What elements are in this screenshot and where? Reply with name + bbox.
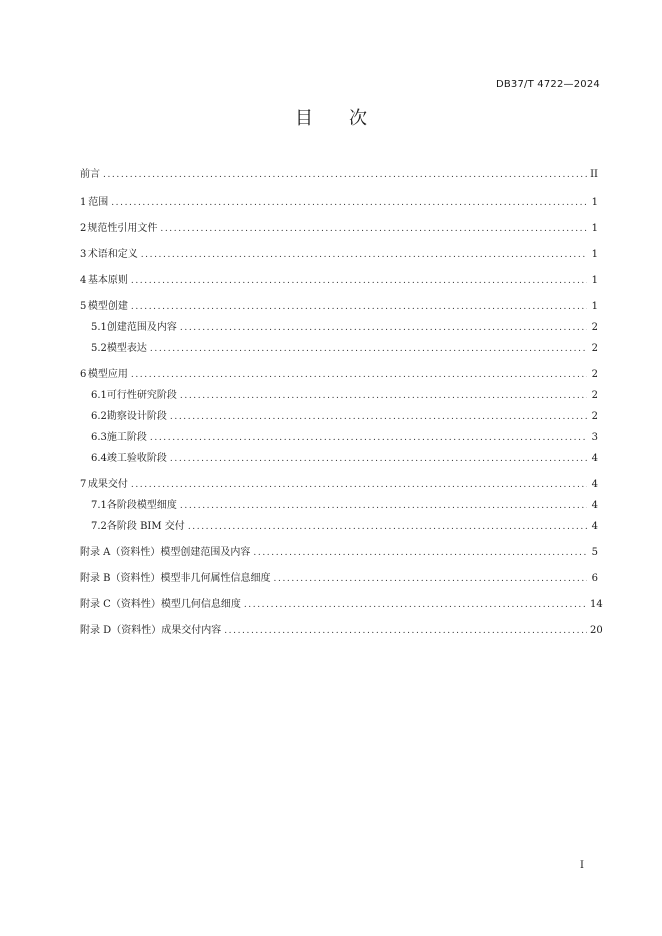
toc-entry-title: 各阶段 BIM 交付 xyxy=(106,521,185,532)
toc-leader-dots xyxy=(131,480,587,490)
toc-leader-dots xyxy=(103,170,587,180)
toc-entry[interactable] xyxy=(80,339,598,354)
toc-leader-dots xyxy=(253,548,587,558)
toc-leader-dots xyxy=(180,391,587,401)
toc-entry[interactable] xyxy=(80,475,598,490)
toc-leader-dots xyxy=(244,600,587,610)
toc-entry-page: 5 xyxy=(591,547,598,558)
toc-leader-dots xyxy=(160,224,587,234)
toc-entry-page: 2 xyxy=(591,390,598,401)
toc-entry-number: 6.3 xyxy=(91,432,107,443)
toc-entry-page: 1 xyxy=(591,249,598,260)
toc-leader-dots xyxy=(131,276,587,286)
toc-entry[interactable] xyxy=(80,407,598,422)
toc-entry-page: 1 xyxy=(591,223,598,234)
toc-entry-number: 附录 D（资料性） xyxy=(80,625,162,636)
toc-entry-page: 20 xyxy=(590,625,603,636)
toc-entry[interactable] xyxy=(80,621,603,636)
toc-entry-page: 3 xyxy=(591,432,598,443)
toc-entry[interactable] xyxy=(80,517,598,532)
toc-entry-page: 6 xyxy=(591,573,598,584)
table-of-contents xyxy=(80,165,603,636)
toc-entry-page: 4 xyxy=(591,479,598,490)
toc-entry-title: 模型非几何属性信息细度 xyxy=(160,573,271,584)
toc-entry-title: 创建范围及内容 xyxy=(106,322,177,333)
toc-entry-number: 1 xyxy=(80,197,87,208)
toc-entry-page: 2 xyxy=(591,343,598,354)
toc-entry-page: 2 xyxy=(591,369,598,380)
toc-entry[interactable] xyxy=(80,386,598,401)
toc-entry-page: 4 xyxy=(591,453,598,464)
toc-entry-number: 3 xyxy=(80,249,87,260)
toc-leader-dots xyxy=(170,412,587,422)
toc-leader-dots xyxy=(180,501,587,511)
toc-entry-number: 4 xyxy=(80,275,87,286)
toc-entry-page: 2 xyxy=(591,322,598,333)
toc-entry-title: 可行性研究阶段 xyxy=(106,390,177,401)
toc-entry-title: 模型创建 xyxy=(87,301,128,312)
toc-entry-number: 附录 C（资料性） xyxy=(80,599,161,610)
toc-entry-title: 各阶段模型细度 xyxy=(106,500,177,511)
footer-page-number: I xyxy=(580,860,584,871)
toc-entry-title: 竣工验收阶段 xyxy=(106,453,167,464)
toc-entry-title: 术语和定义 xyxy=(87,249,138,260)
toc-entry-title: 施工阶段 xyxy=(106,432,147,443)
toc-entry[interactable] xyxy=(80,569,598,584)
toc-leader-dots xyxy=(131,370,587,380)
page-title xyxy=(0,104,662,130)
toc-leader-dots xyxy=(274,574,587,584)
toc-leader-dots xyxy=(180,323,587,333)
toc-leader-dots xyxy=(141,250,587,260)
toc-entry[interactable] xyxy=(80,365,598,380)
toc-entry-number: 5 xyxy=(80,301,87,312)
toc-entry-number: 7.2 xyxy=(91,521,107,532)
toc-entry-title: 成果交付内容 xyxy=(161,625,222,636)
toc-entry-title: 勘察设计阶段 xyxy=(106,411,167,422)
toc-entry-title: 前言 xyxy=(80,169,100,180)
toc-entry-number: 6.1 xyxy=(91,390,107,401)
toc-entry-title: 模型表达 xyxy=(106,343,147,354)
toc-entry-page: 2 xyxy=(591,411,598,422)
document-code: DB37/T 4722—2024 xyxy=(495,79,600,90)
toc-entry[interactable] xyxy=(80,318,598,333)
toc-entry-number: 5.2 xyxy=(91,343,107,354)
toc-entry[interactable] xyxy=(80,428,598,443)
toc-entry[interactable] xyxy=(80,193,598,208)
toc-leader-dots xyxy=(170,454,587,464)
toc-entry-title: 模型应用 xyxy=(87,369,128,380)
toc-entry-number: 5.1 xyxy=(91,322,107,333)
toc-entry-page: 1 xyxy=(591,275,598,286)
toc-leader-dots xyxy=(150,344,587,354)
toc-leader-dots xyxy=(131,302,587,312)
toc-leader-dots xyxy=(188,522,587,532)
toc-entry-page: 1 xyxy=(591,301,598,312)
toc-entry-title: 成果交付 xyxy=(87,479,128,490)
toc-entry[interactable] xyxy=(80,219,598,234)
toc-entry[interactable] xyxy=(80,245,598,260)
toc-entry-page: 4 xyxy=(591,500,598,511)
toc-entry-number: 附录 B（资料性） xyxy=(80,573,161,584)
title-char-1: 目 xyxy=(295,108,313,129)
toc-entry-number: 7.1 xyxy=(91,500,107,511)
toc-entry-number: 7 xyxy=(80,479,87,490)
toc-entry[interactable] xyxy=(80,595,603,610)
toc-entry-title: 模型创建范围及内容 xyxy=(160,547,251,558)
toc-entry[interactable] xyxy=(80,165,598,180)
toc-entry-title: 模型几何信息细度 xyxy=(160,599,241,610)
toc-entry-title: 规范性引用文件 xyxy=(87,223,158,234)
title-char-2: 次 xyxy=(349,108,367,129)
toc-entry-page: 4 xyxy=(591,521,598,532)
toc-entry-page: II xyxy=(590,169,598,180)
toc-entry[interactable] xyxy=(80,543,598,558)
toc-entry-number: 附录 A（资料性） xyxy=(80,547,161,558)
toc-entry-number: 6.2 xyxy=(91,411,107,422)
toc-entry[interactable] xyxy=(80,297,598,312)
toc-entry-number: 2 xyxy=(80,223,87,234)
toc-entry-number: 6 xyxy=(80,369,87,380)
toc-entry[interactable] xyxy=(80,271,598,286)
toc-entry-number: 6.4 xyxy=(91,453,107,464)
toc-entry-page: 1 xyxy=(591,197,598,208)
toc-entry-page: 14 xyxy=(590,599,603,610)
toc-leader-dots xyxy=(150,433,587,443)
toc-leader-dots xyxy=(111,198,587,208)
toc-leader-dots xyxy=(224,626,587,636)
toc-entry[interactable] xyxy=(80,496,598,511)
toc-entry-title: 基本原则 xyxy=(87,275,128,286)
toc-entry[interactable] xyxy=(80,449,598,464)
toc-entry-title: 范围 xyxy=(88,197,109,208)
